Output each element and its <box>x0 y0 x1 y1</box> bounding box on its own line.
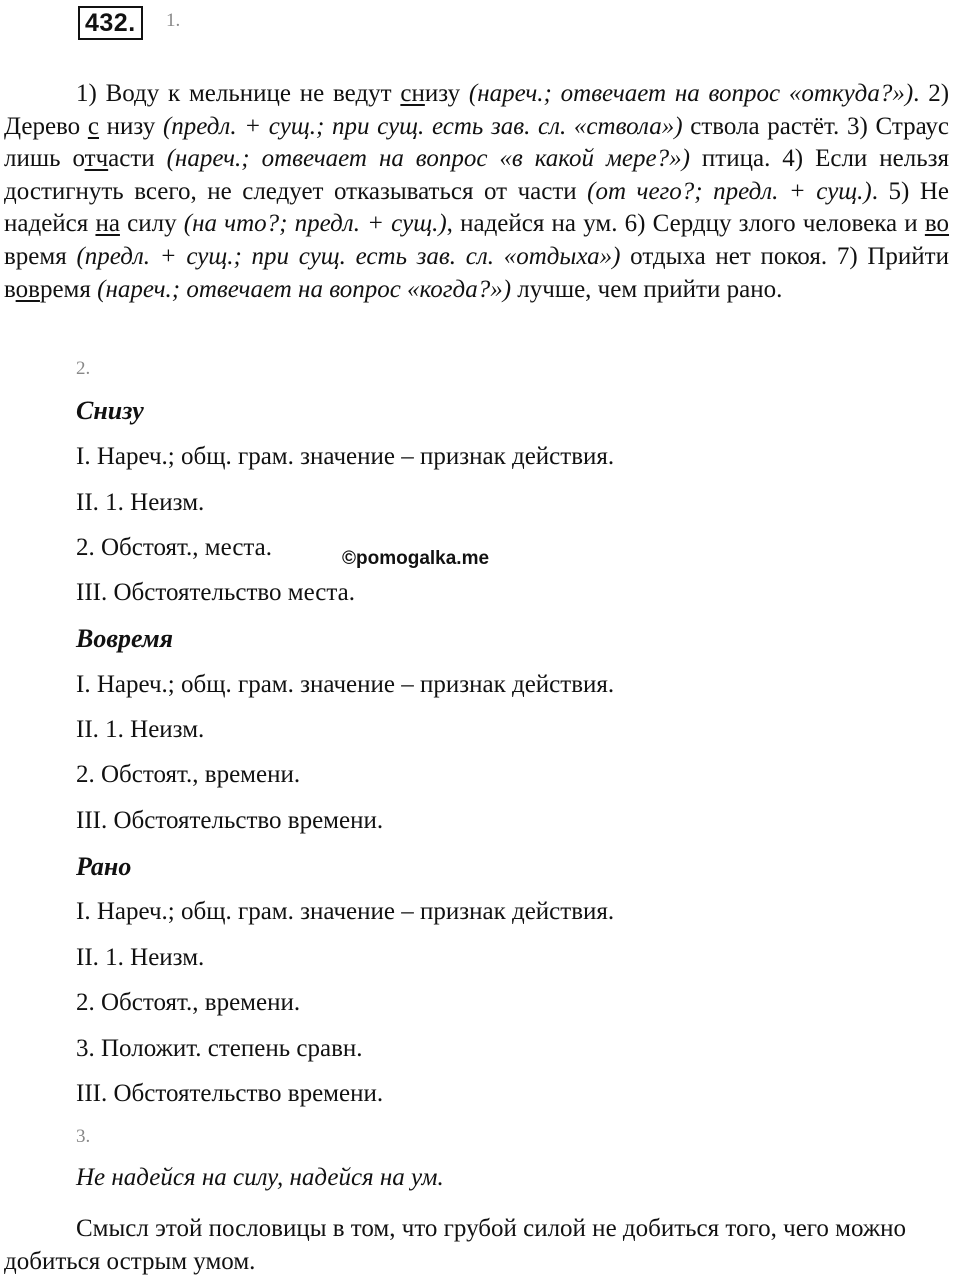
proverb: Не надейся на силу, надейся на ум. <box>76 1164 444 1191</box>
analysis-line: 2. Обстоят., времени. <box>76 989 301 1016</box>
sentence-6: 6) Сердцу злого человека и во время (предл. + сущ.; при сущ. есть зав. сл. «отдыха») отдыха нет покоя. <box>4 210 950 270</box>
sentence-7: 7) Прийти вовремя (нареч.; отвечает на вопрос «когда?») лучше, чем прийти рано. <box>4 242 949 303</box>
analysis-line: I. Нареч.; общ. грам. значение – признак действия. <box>76 443 615 470</box>
sentence-2: 2) Дерево с низу (предл. + сущ.; при сущ. есть зав. сл. «ствола») ствола растёт. <box>4 80 950 140</box>
word-title-vovremya: Вовремя <box>76 624 174 653</box>
explanation-paragraph <box>4 1212 949 1278</box>
explanation-text: Смысл этой пословицы в том, что грубой силой не добиться того, чего можно добиться острым умом. <box>4 1215 907 1275</box>
word-title-rano: Рано <box>76 852 132 881</box>
section-3-number: 3. <box>76 1126 91 1147</box>
word-title-snizu: Снизу <box>76 396 144 425</box>
analysis-line: II. 1. Неизм. <box>76 944 205 971</box>
analysis-line: 2. Обстоят., времени. <box>76 761 301 788</box>
section-1-number: 1. <box>166 10 181 31</box>
watermark: ©pomogalka.me <box>342 548 490 569</box>
section-1-paragraph <box>4 78 949 306</box>
analysis-line: II. 1. Неизм. <box>76 489 205 516</box>
analysis-line: I. Нареч.; общ. грам. значение – признак действия. <box>76 671 615 698</box>
exercise-number: 432. <box>78 6 143 40</box>
analysis-line: III. Обстоятельство времени. <box>76 1080 384 1107</box>
analysis-line: III. Обстоятельство места. <box>76 579 355 606</box>
sentence-4: 4) Если нельзя достигнуть всего, не следует отказываться от части (от чего?; предл. + сущ.). <box>4 145 949 205</box>
sentence-3: 3) Страус лишь отчасти (нареч.; отвечает на вопрос «в какой мере?») птица. <box>4 112 950 173</box>
sentence-1: 1) Воду к мельнице не ведут снизу (нареч.; отвечает на вопрос «откуда?»). <box>76 80 929 107</box>
analysis-line: 2. Обстоят., места. <box>76 534 272 561</box>
analysis-line: 3. Положит. степень сравн. <box>76 1035 363 1062</box>
analysis-line: II. 1. Неизм. <box>76 716 205 743</box>
analysis-line: III. Обстоятельство времени. <box>76 807 384 834</box>
section-2-number: 2. <box>76 358 91 379</box>
sentence-5: 5) Не надейся на силу (на что?; предл. + сущ.), надейся на ум. <box>4 177 950 238</box>
analysis-line: I. Нареч.; общ. грам. значение – признак действия. <box>76 898 615 925</box>
